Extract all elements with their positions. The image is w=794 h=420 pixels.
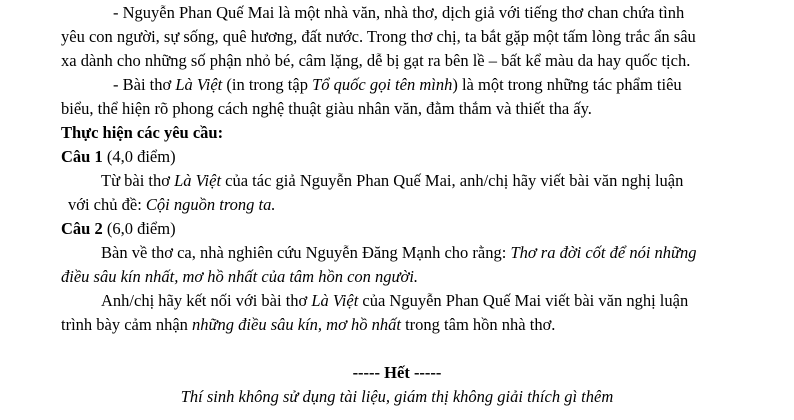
paragraph-2-line-1 xyxy=(113,74,682,96)
text: trong tâm hồn nhà thơ. xyxy=(400,315,556,334)
question-2-title xyxy=(61,218,176,240)
question-points: (6,0 điểm) xyxy=(102,219,176,238)
poem-title: Là Việt xyxy=(175,75,223,94)
requirements-heading: Thực hiện các yêu cầu: xyxy=(61,123,224,142)
quote: Thơ ra đời cốt để nói những xyxy=(510,243,697,262)
paragraph-2-line-2: biểu, thể hiện rõ phong cách nghệ thuật giàu nhân văn, đằm thắm và thiết tha ấy. xyxy=(61,99,592,118)
question-label: Câu 2 xyxy=(61,219,103,238)
poem-title: Là Việt xyxy=(174,171,222,190)
paragraph-1-line-2: yêu con người, sự sống, quê hương, đất nước. Trong thơ chị, ta bắt gặp một tấm lòng trắc ẩn sâu xyxy=(61,27,696,46)
text: Từ bài thơ xyxy=(101,171,175,190)
question-1-title xyxy=(61,146,176,168)
paragraph-1-line-3: xa dành cho những số phận nhỏ bé, câm lặng, dễ bị gạt ra bên lề – bất kể màu da hay quốc tịch. xyxy=(61,51,691,70)
collection-title: Tổ quốc gọi tên mình xyxy=(312,75,453,94)
text: trình bày cảm nhận xyxy=(61,315,193,334)
question-2-line-3 xyxy=(101,290,688,312)
text: Bàn về thơ ca, nhà nghiên cứu Nguyễn Đăng Mạnh cho rằng: xyxy=(101,243,511,262)
text: (in trong tập xyxy=(222,75,313,94)
question-2-line-2: điều sâu kín nhất, mơ hồ nhất của tâm hồn con người. xyxy=(61,267,419,286)
text: Anh/chị hãy kết nối với bài thơ xyxy=(101,291,312,310)
footer-note: Thí sinh không sử dụng tài liệu, giám thị không giải thích gì thêm xyxy=(180,387,614,406)
text: với chủ đề: xyxy=(68,195,146,214)
question-points: (4,0 điểm) xyxy=(102,147,176,166)
text: ) là một trong những tác phẩm tiêu xyxy=(452,75,682,94)
question-2-line-4 xyxy=(61,314,555,336)
text: của Nguyễn Phan Quế Mai viết bài văn nghị luận xyxy=(358,291,689,310)
question-1-line-2 xyxy=(68,194,276,216)
paragraph-1-line-1: - Nguyễn Phan Quế Mai là một nhà văn, nhà thơ, dịch giả với tiếng thơ chan chứa tình xyxy=(113,3,685,22)
question-1-line-1 xyxy=(101,170,683,192)
question-label: Câu 1 xyxy=(61,147,103,166)
poem-title: Là Việt xyxy=(311,291,359,310)
topic: Cội nguồn trong ta. xyxy=(145,195,276,214)
text: - Bài thơ xyxy=(113,75,176,94)
emphasis: những điều sâu kín, mơ hồ nhất xyxy=(192,315,401,334)
question-2-line-1 xyxy=(101,242,697,264)
end-marker: ----- Hết ----- xyxy=(352,363,442,382)
text: của tác giả Nguyễn Phan Quế Mai, anh/chị hãy viết bài văn nghị luận xyxy=(221,171,684,190)
